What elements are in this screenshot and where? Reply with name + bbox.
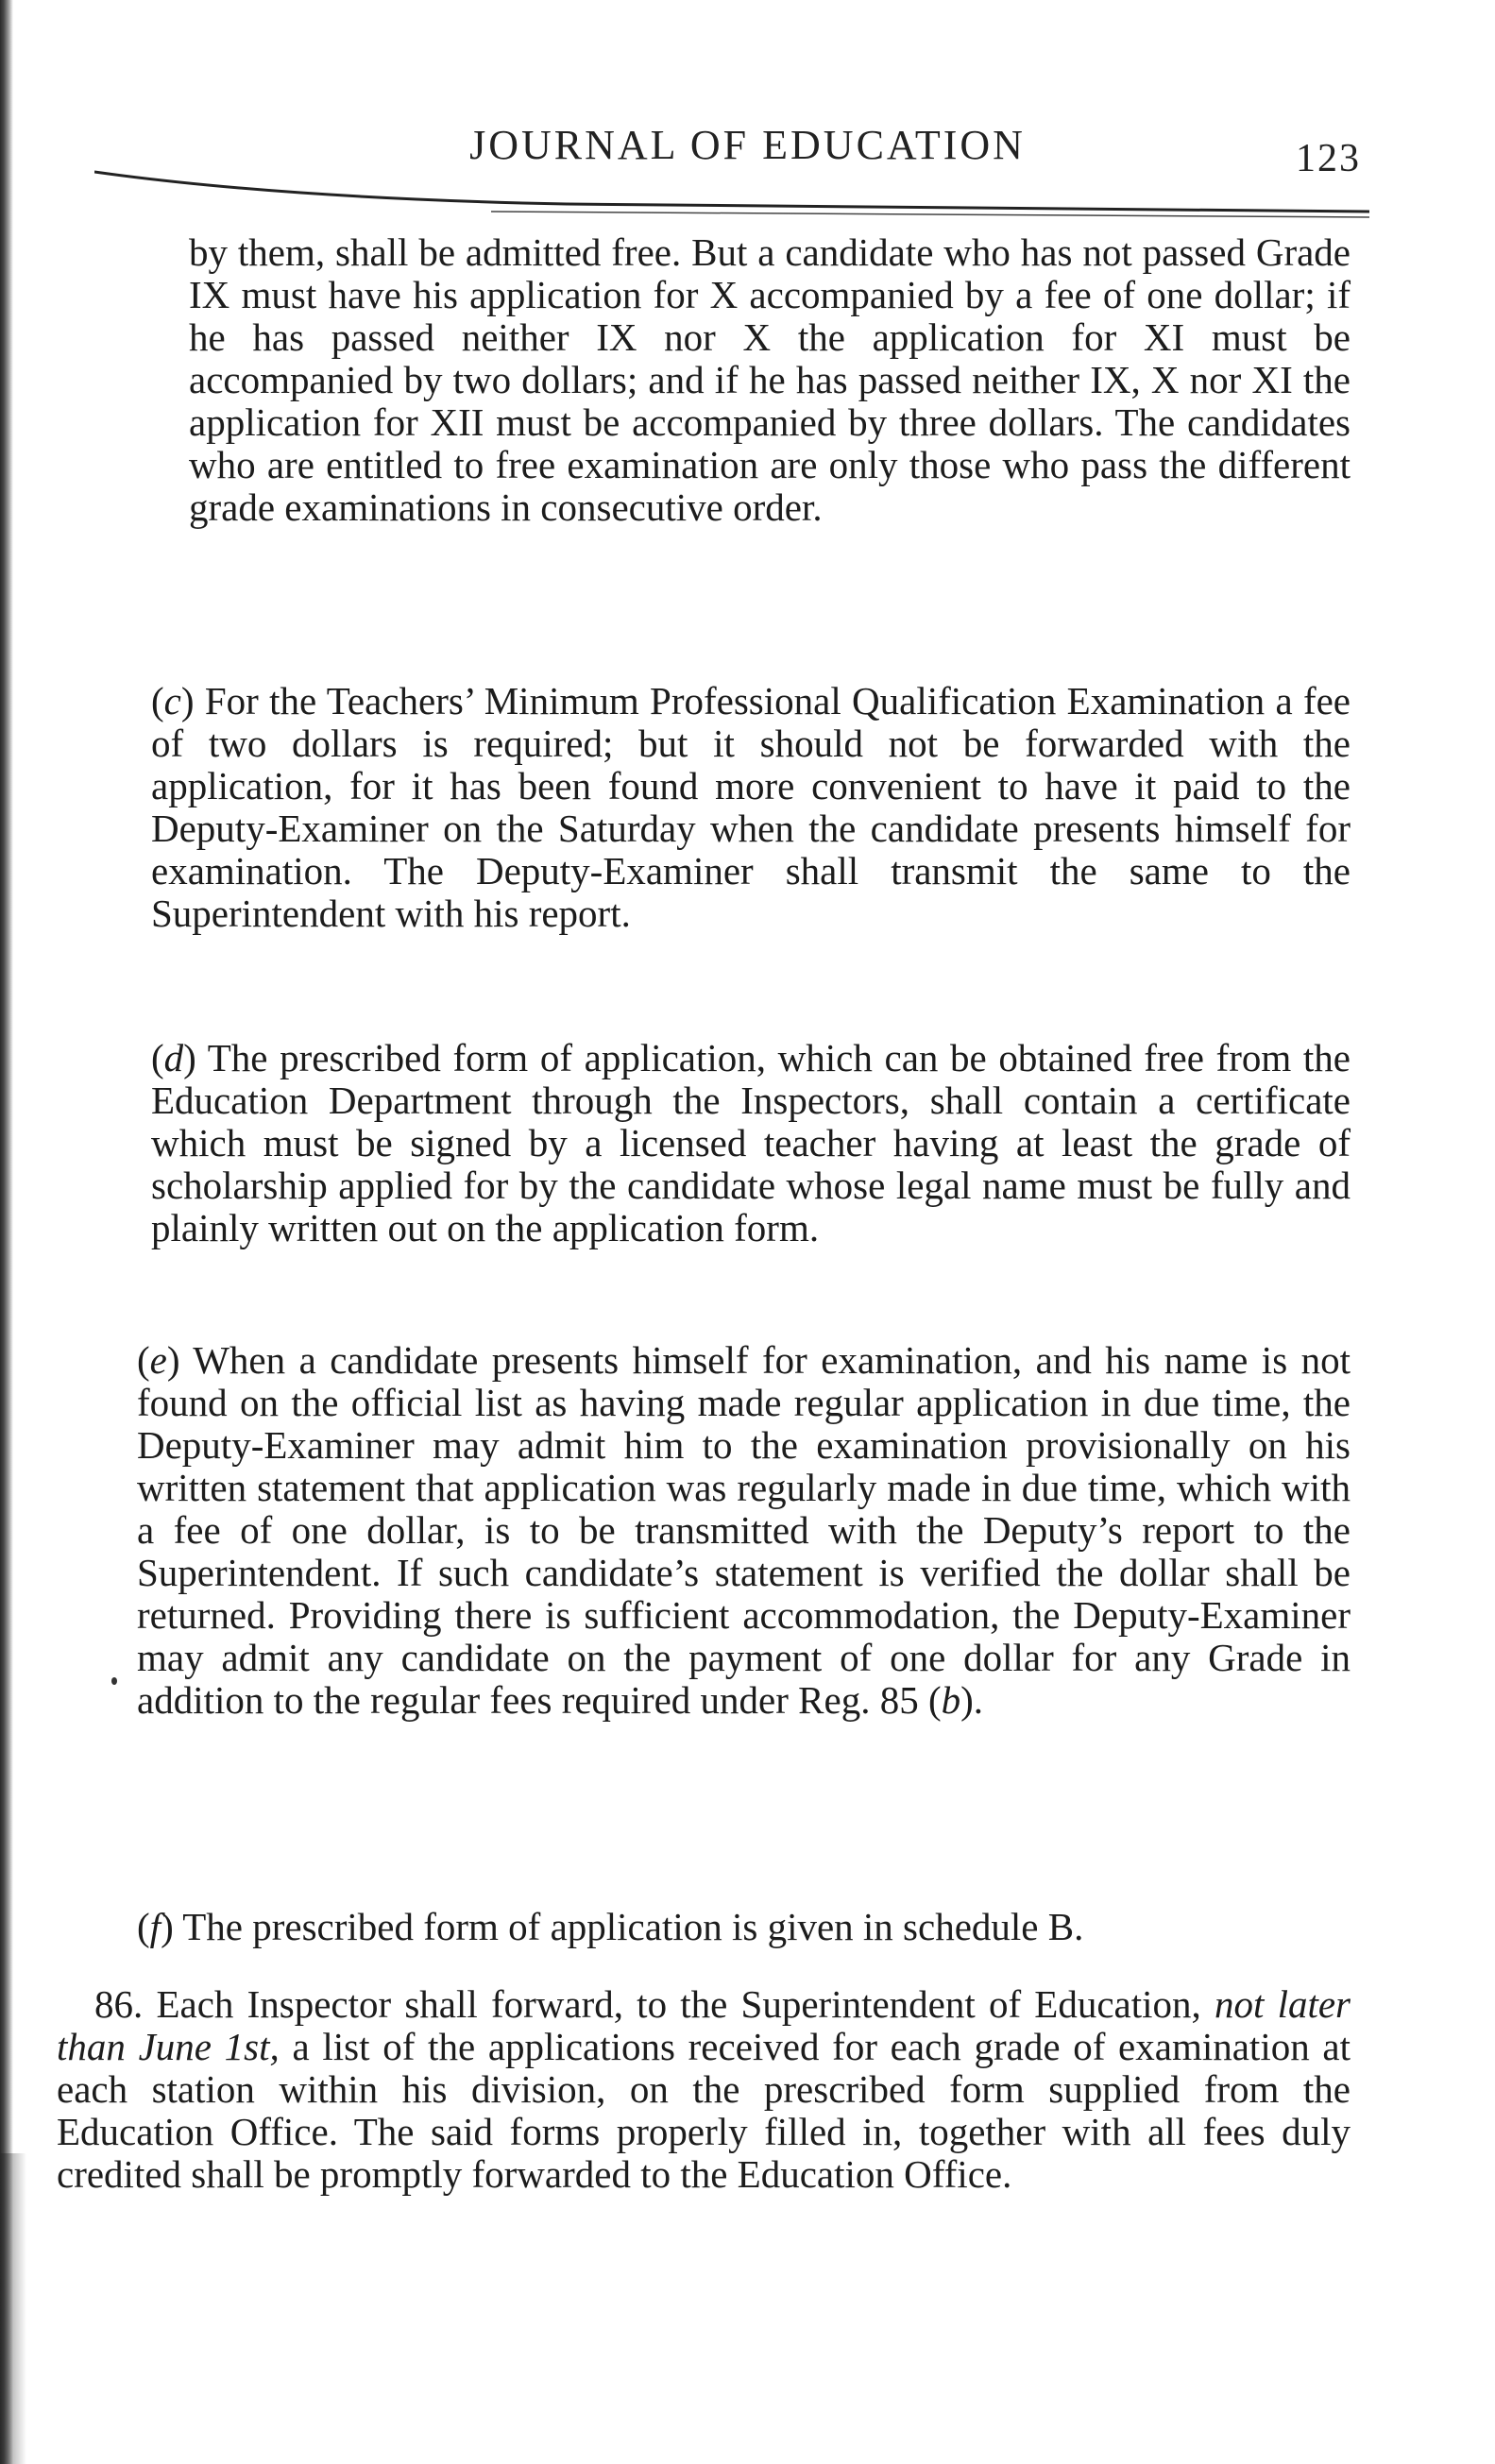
paragraph-intro bbox=[189, 231, 1351, 529]
paragraph-e bbox=[137, 1339, 1351, 1722]
regulation-86 bbox=[57, 1983, 1351, 2196]
paragraph-f-text: The prescribed form of application is given in schedule B. bbox=[182, 1905, 1084, 1948]
regulation-86-deadline: not later than June 1st, bbox=[57, 1982, 1351, 2068]
stray-mark bbox=[111, 1677, 117, 1685]
running-header-title: JOURNAL OF EDUCATION bbox=[469, 122, 1026, 168]
page-number: 123 bbox=[1296, 137, 1361, 180]
paragraph-d bbox=[151, 1037, 1351, 1249]
paragraph-d-label: (d) bbox=[151, 1036, 196, 1079]
paragraph-f bbox=[137, 1906, 1351, 1948]
page-binding-edge bbox=[0, 0, 13, 2464]
paragraph-e-text: When a candidate presents himself for examination, and his name is not found on the official list as having made regular application in due time, the Deputy-Examiner may admit him to the examination provisionally on his written statement that application was regularly made in due time, which with a fee of one dollar, is to be transmitted with the Deputy’s report to the Superintendent. If such candidate’s statement is verified the dollar shall be returned. Providing there is sufficient accommodation, the Deputy-Examiner may admit any candidate on the payment of one dollar for any Grade in addition to the regular fees required under Reg. 85 ( bbox=[137, 1338, 1351, 1722]
page-edge-shadow bbox=[0, 2153, 26, 2464]
regulation-86-text: Each Inspector shall forward, to the Superintendent of Education, bbox=[156, 1982, 1201, 2026]
header-rule bbox=[94, 170, 1369, 227]
paragraph-e-ref-letter: b bbox=[941, 1678, 961, 1722]
paragraph-c-label: (c) bbox=[151, 679, 195, 722]
regulation-86-text-end: a list of the applications received for each grade of examination at each station within his division, on the prescribed form supplied from the Education Office. The said forms properly filled in, together with all fees duly credited shall be promptly forwarded to the Education Office. bbox=[57, 2025, 1351, 2196]
paragraph-c-text: For the Teachers’ Minimum Professional Qualification Examination a fee of two dollars is required; but it should not be forwarded with the application, for it has been found more convenient to have it paid to the Deputy-Examiner on the Saturday when the candidate presents himself for examination. The Deputy-Examiner shall transmit the same to the Superintendent with his report. bbox=[151, 679, 1351, 935]
paragraph-d-text: The prescribed form of application, which can be obtained free from the Education Department through the Inspectors, shall contain a certificate which must be signed by a licensed teacher having at least the grade of scholarship applied for by the candidate whose legal name must be fully and plainly written out on the application form. bbox=[151, 1036, 1351, 1249]
paragraph-f-label: (f) bbox=[137, 1905, 174, 1948]
paragraph-e-text-end: ). bbox=[960, 1678, 983, 1722]
paragraph-intro-text: by them, shall be admitted free. But a candidate who has not passed Grade IX must have his application for X accompanied by a fee of one dollar; if he has passed neither IX nor X the application for XI must be accompanied by two dollars; and if he has passed neither IX, X nor XI the application for XII must be accompanied by three dollars. The candidates who are entitled to free examination are only those who pass the different grade examinations in consecutive order. bbox=[189, 230, 1351, 529]
paragraph-c bbox=[151, 680, 1351, 935]
regulation-86-number: 86. bbox=[94, 1982, 144, 2026]
paragraph-e-label: (e) bbox=[137, 1338, 180, 1382]
